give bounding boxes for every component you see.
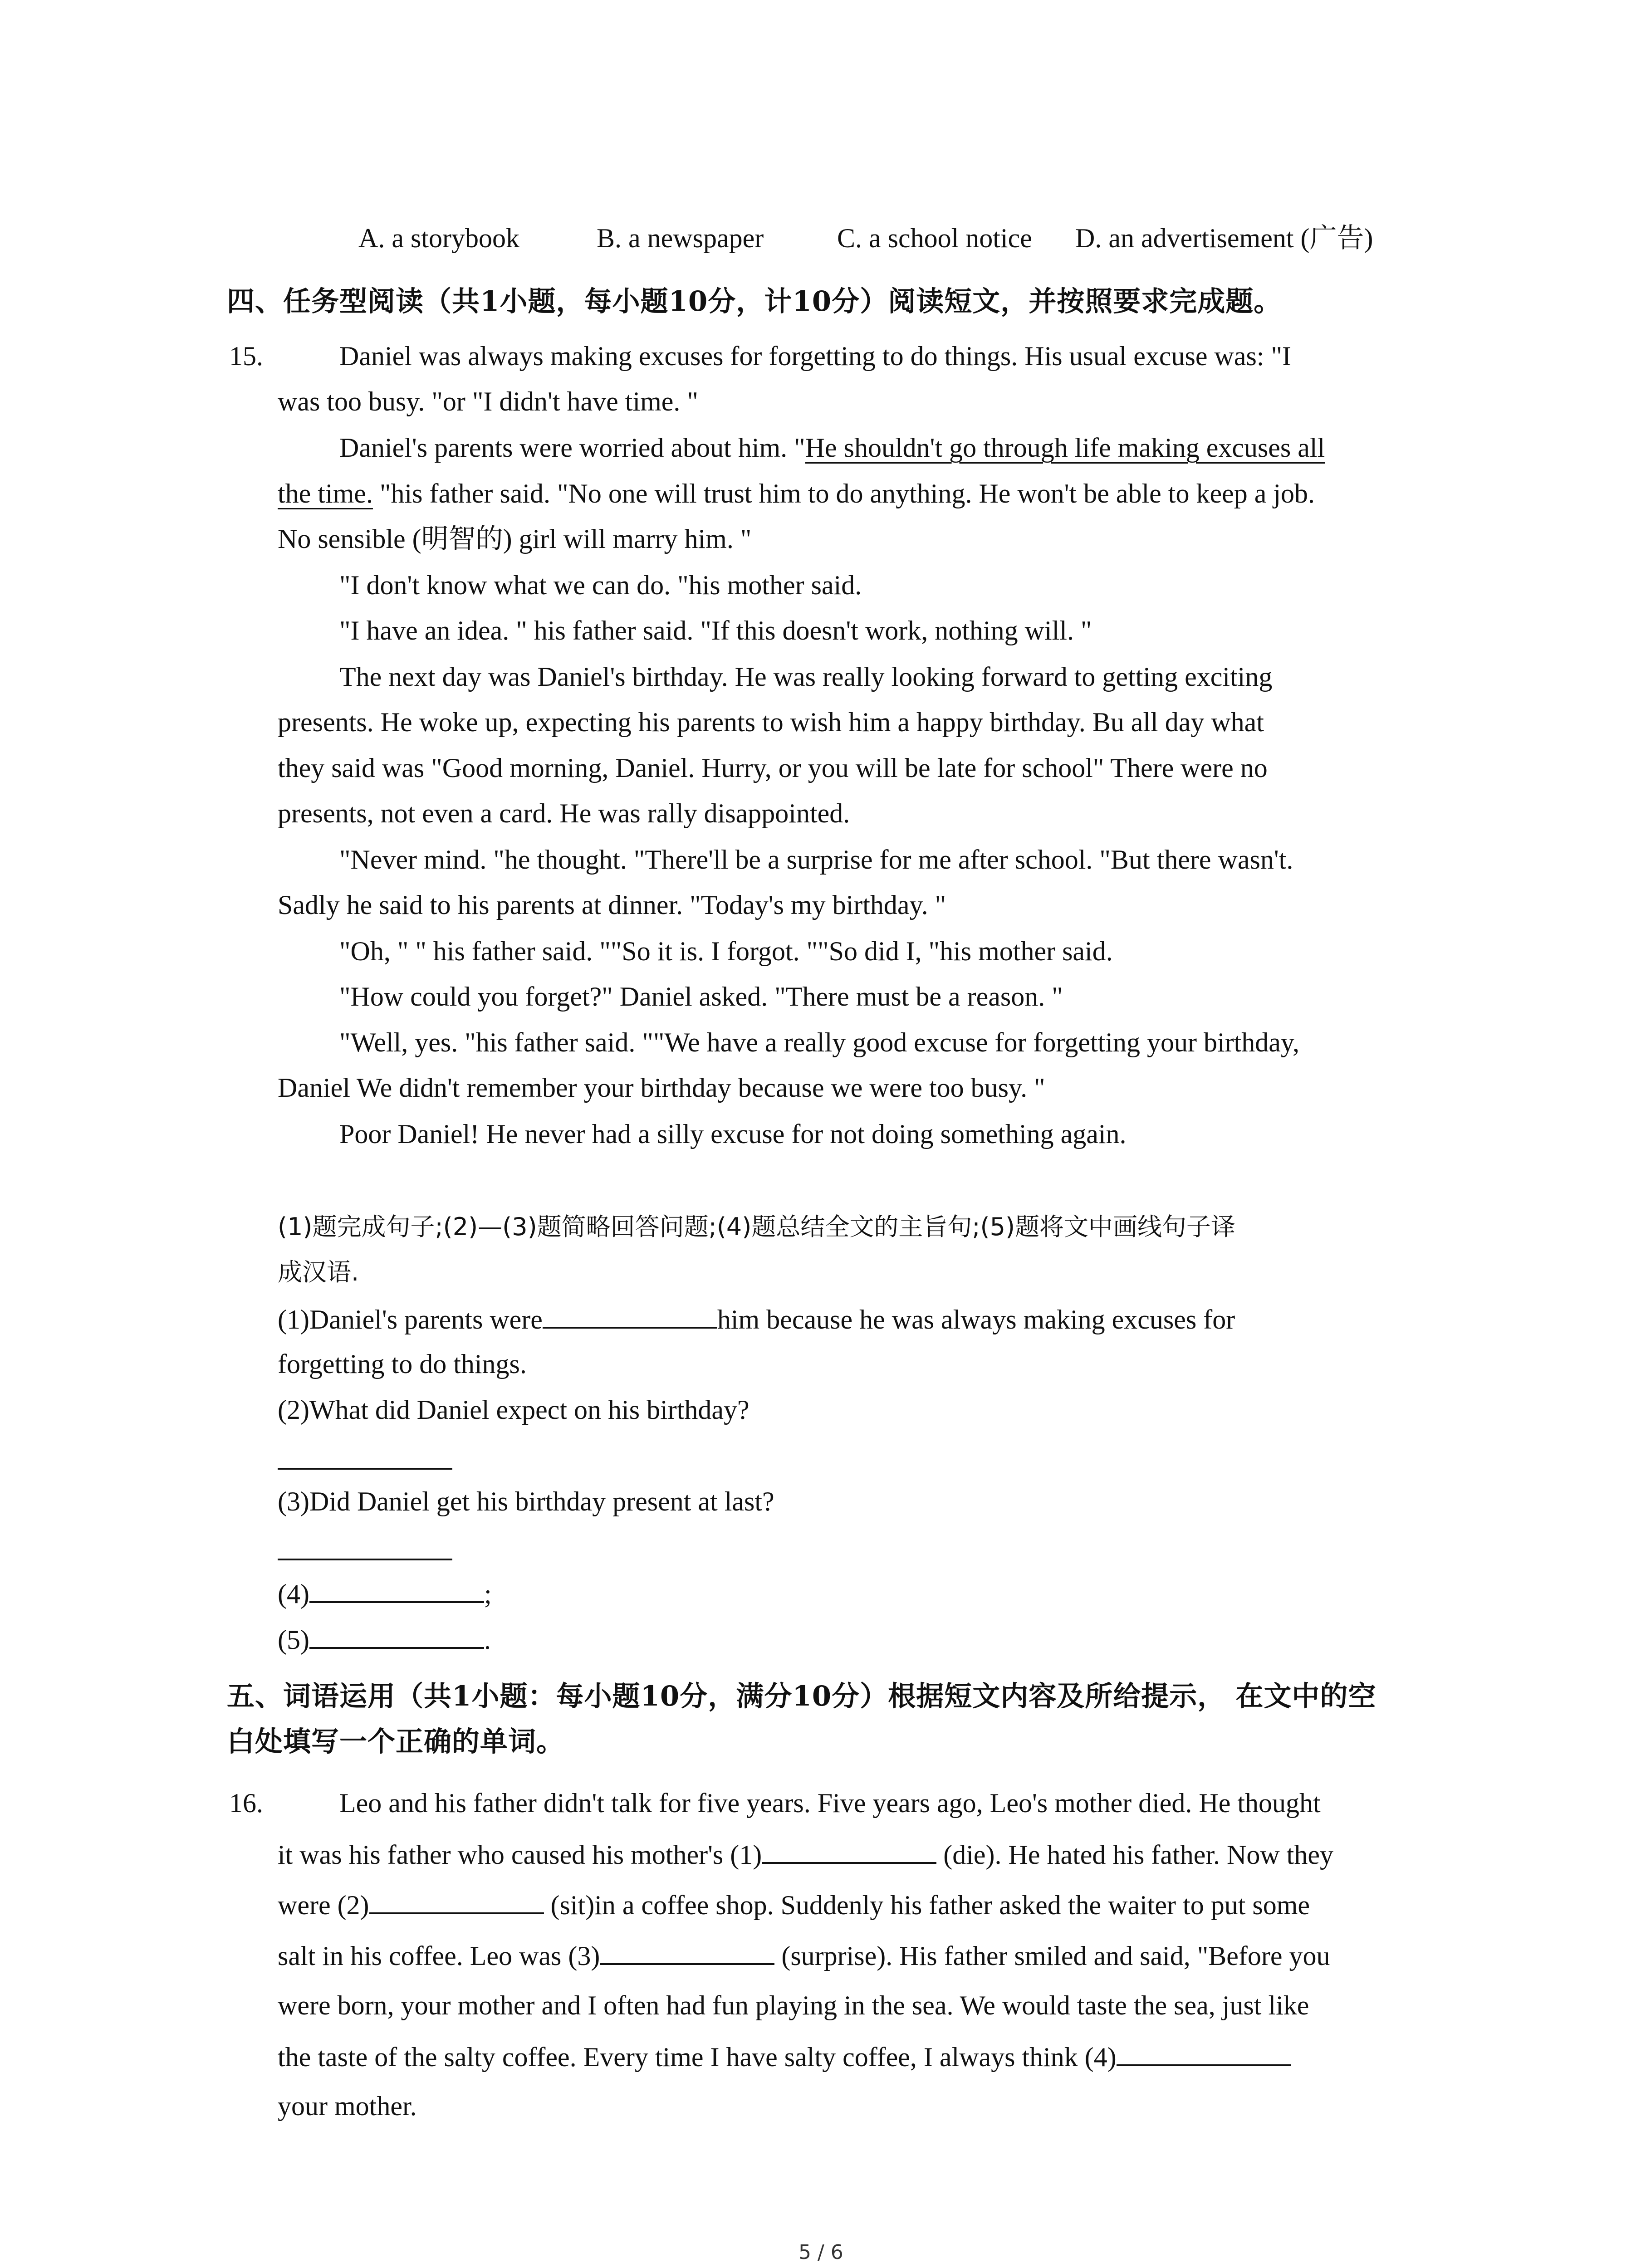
q15-sub5-label: (5): [278, 1625, 309, 1655]
q15-line-17: Daniel We didn't remember your birthday because we were too busy. ": [278, 1073, 1045, 1103]
underlined-sentence-part-2: the time.: [278, 479, 373, 508]
q15-line-18: Poor Daniel! He never had a silly excuse for not doing something again.: [339, 1119, 1127, 1149]
q15-sub1-end: him because he was always making excuses for: [717, 1305, 1235, 1334]
q15-line-8: The next day was Daniel's birthday. He was really looking forward to getting exciting: [339, 662, 1273, 692]
fill-blank-2[interactable]: [369, 1886, 544, 1914]
q15-sub4-end: ;: [484, 1579, 492, 1609]
section5-heading-2: 白处填写一个正确的单词。: [227, 1725, 565, 1758]
q15-line-3: [339, 430, 1325, 466]
option-a: A. a storybook: [358, 223, 519, 253]
q16-line-7: your mother.: [278, 2091, 417, 2121]
q15-line-1: Daniel was always making excuses for forgetting to do things. His usual excuse was: "I: [339, 341, 1291, 371]
answer-blank-1[interactable]: [543, 1300, 717, 1329]
q15-sub4-label: (4): [278, 1579, 309, 1609]
option-b: B. a newspaper: [597, 223, 764, 253]
q15-sub4: [278, 1575, 492, 1612]
q15-sub5-end: .: [484, 1625, 491, 1655]
q15-line-3-text: Daniel's parents were worried about him. ": [339, 433, 805, 463]
q16-line-2-start: it was his father who caused his mother's (1): [278, 1840, 762, 1870]
q16-line-3-end: (sit)in a coffee shop. Suddenly his father asked the waiter to put some: [544, 1890, 1310, 1920]
q15-number: 15.: [229, 341, 263, 371]
q15-sub1-continued: forgetting to do things.: [278, 1349, 527, 1379]
q15-sub3: (3)Did Daniel get his birthday present at last?: [278, 1486, 774, 1516]
underlined-sentence-part-1: He shouldn't go through life making excuses all: [805, 433, 1325, 463]
q15-line-7: "I have an idea. " his father said. "If this doesn't work, nothing will. ": [339, 616, 1092, 645]
q15-line-11: presents, not even a card. He was rally disappointed.: [278, 798, 850, 828]
q15-line-2: was too busy. "or "I didn't have time. ": [278, 386, 698, 416]
q16-line-3-start: were (2): [278, 1890, 369, 1920]
q16-line-4-start: salt in his coffee. Leo was (3): [278, 1941, 600, 1971]
q15-line-14: "Oh, " " his father said. ""So it is. I forgot. ""So did I, "his mother said.: [339, 936, 1113, 966]
q16-line-4-end: (surprise). His father smiled and said, "Before you: [774, 1941, 1330, 1971]
q15-line-9: presents. He woke up, expecting his parents to wish him a happy birthday. Bu all day what: [278, 707, 1264, 737]
option-d: D. an advertisement (广告): [1075, 223, 1373, 253]
q15-sub1: [278, 1300, 1235, 1338]
q16-line-3: [278, 1886, 1310, 1923]
q15-line-6: "I don't know what we can do. "his mother said.: [339, 570, 862, 600]
q16-line-4: [278, 1937, 1330, 1974]
q15-instruction-2: 成汉语.: [278, 1258, 359, 1286]
q15-instruction-1: (1)题完成句子;(2)—(3)题简略回答问题;(4)题总结全文的主旨句;(5)题将文中画线句子译: [278, 1212, 1236, 1241]
q16-line-1: Leo and his father didn't talk for five years. Five years ago, Leo's mother died. He thought: [339, 1788, 1321, 1818]
q16-line-6: [278, 2038, 1291, 2075]
section4-heading: 四、任务型阅读（共1小题，每小题10分，计10分）阅读短文，并按照要求完成题。: [227, 285, 1282, 318]
q15-line-10: they said was "Good morning, Daniel. Hurry, or you will be late for school" There were no: [278, 753, 1268, 783]
q15-line-16: "Well, yes. "his father said. ""We have a really good excuse for forgetting your birthday,: [339, 1027, 1299, 1057]
q15-line-12: "Never mind. "he thought. "There'll be a surprise for me after school. "But there wasn't.: [339, 845, 1293, 875]
q15-sub5: [278, 1621, 491, 1658]
option-c: C. a school notice: [837, 223, 1032, 253]
answer-blank-4[interactable]: [309, 1575, 484, 1603]
q16-line-6-start: the taste of the salty coffee. Every time I have salty coffee, I always think (4): [278, 2042, 1117, 2072]
q15-sub2: (2)What did Daniel expect on his birthday?: [278, 1395, 749, 1425]
fill-blank-4[interactable]: [1117, 2038, 1291, 2066]
q16-line-2: [278, 1836, 1333, 1873]
q16-line-2-end: (die). He hated his father. Now they: [936, 1840, 1333, 1870]
answer-blank-3[interactable]: [278, 1559, 452, 1560]
q15-line-4-text: "his father said. "No one will trust him to do anything. He won't be able to keep a job.: [372, 479, 1315, 508]
section5-heading-1: 五、词语运用（共1小题：每小题10分，满分10分）根据短文内容及所给提示， 在文中的空: [227, 1680, 1376, 1712]
q15-line-13: Sadly he said to his parents at dinner. "Today's my birthday. ": [278, 890, 946, 920]
q16-number: 16.: [229, 1788, 263, 1818]
fill-blank-3[interactable]: [600, 1937, 774, 1965]
answer-blank-2[interactable]: [278, 1468, 452, 1470]
q15-line-5: No sensible (明智的) girl will marry him. ": [278, 524, 752, 554]
answer-blank-5[interactable]: [309, 1621, 484, 1649]
fill-blank-1[interactable]: [762, 1836, 936, 1864]
q16-line-5: were born, your mother and I often had fun playing in the sea. We would taste the sea, just like: [278, 1990, 1309, 2020]
q15-line-15: "How could you forget?" Daniel asked. "There must be a reason. ": [339, 982, 1063, 1012]
q15-sub1-start: (1)Daniel's parents were: [278, 1305, 543, 1334]
page-number: 5 / 6: [798, 2241, 843, 2264]
q15-line-4: [278, 475, 1315, 512]
